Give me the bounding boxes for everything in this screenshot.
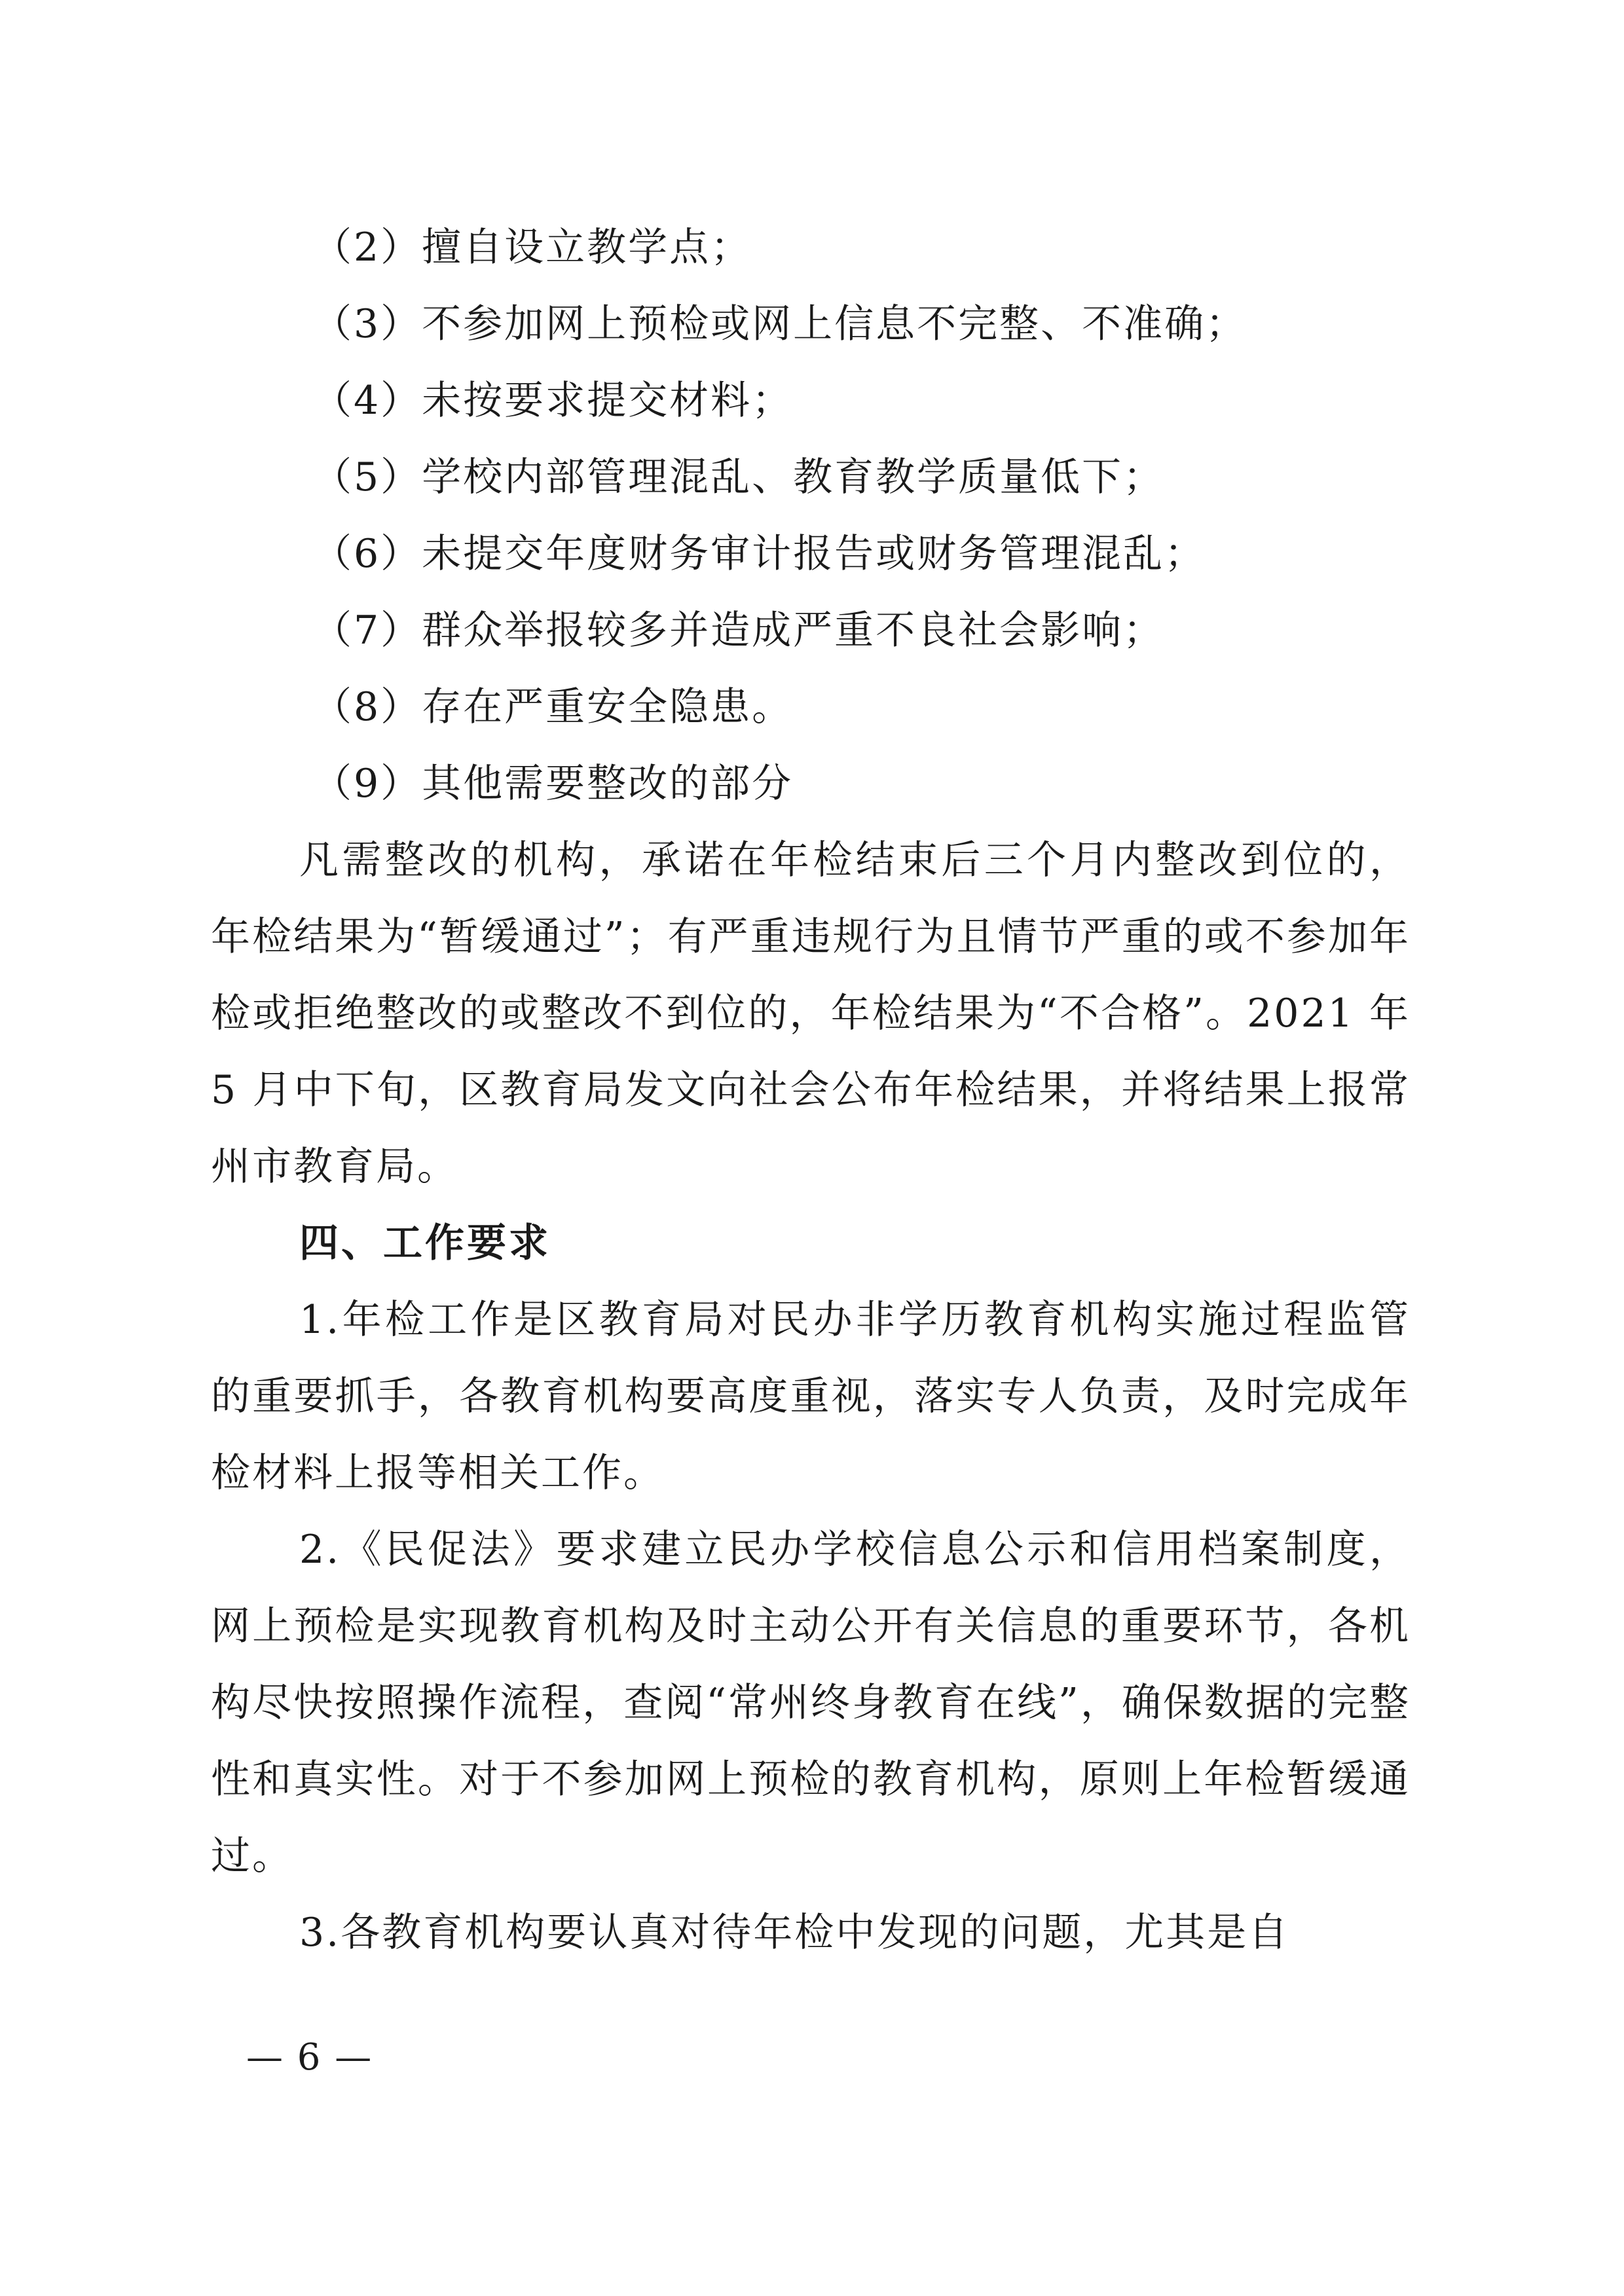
list-item: （9）其他需要整改的部分 <box>312 761 794 807</box>
list-item: （2）擅自设立教学点； <box>312 225 752 270</box>
list-item: （7）群众举报较多并造成严重不良社会影响； <box>312 608 1165 653</box>
requirement-paragraph-1: 1.年检工作是区教育局对民办非学历教育机构实施过程监管的重要抓手，各教育机构要高度重视，落实专人负责，及时完成年检材料上报等相关工作。 <box>211 1297 1411 1496</box>
results-paragraph: 凡需整改的机构，承诺在年检结束后三个月内整改到位的，年检结果为“暂缓通过”；有严重违规行为且情节严重的或不参加年检或拒绝整改的或整改不到位的，年检结果为“不合格”。2021 年 5 月中下旬，区教育局发文向社会公布年检结果，并将结果上报常州市教育局。 <box>211 837 1411 1190</box>
requirement-paragraph-3: 3.各教育机构要认真对待年检中发现的问题，尤其是自 <box>299 1910 1290 1956</box>
list-item: （8）存在严重安全隐患。 <box>312 684 794 730</box>
list-item: （5）学校内部管理混乱、教育教学质量低下； <box>312 454 1165 500</box>
list-item: （4）未按要求提交材料； <box>312 378 794 424</box>
page-number: — 6 — <box>246 2036 373 2079</box>
section-heading: 四、工作要求 <box>299 1220 551 1266</box>
requirement-paragraph-2: 2.《民促法》要求建立民办学校信息公示和信用档案制度，网上预检是实现教育机构及时主动公开有关信息的重要环节，各机构尽快按照操作流程，查阅“常州终身教育在线”，确保数据的完整性和真实性。对于不参加网上预检的教育机构，原则上年检暂缓通过。 <box>211 1527 1411 1879</box>
document-body <box>211 210 1411 1971</box>
list-item: （6）未提交年度财务审计报告或财务管理混乱； <box>312 531 1206 577</box>
list-item: （3）不参加网上预检或网上信息不完整、不准确； <box>312 301 1247 347</box>
